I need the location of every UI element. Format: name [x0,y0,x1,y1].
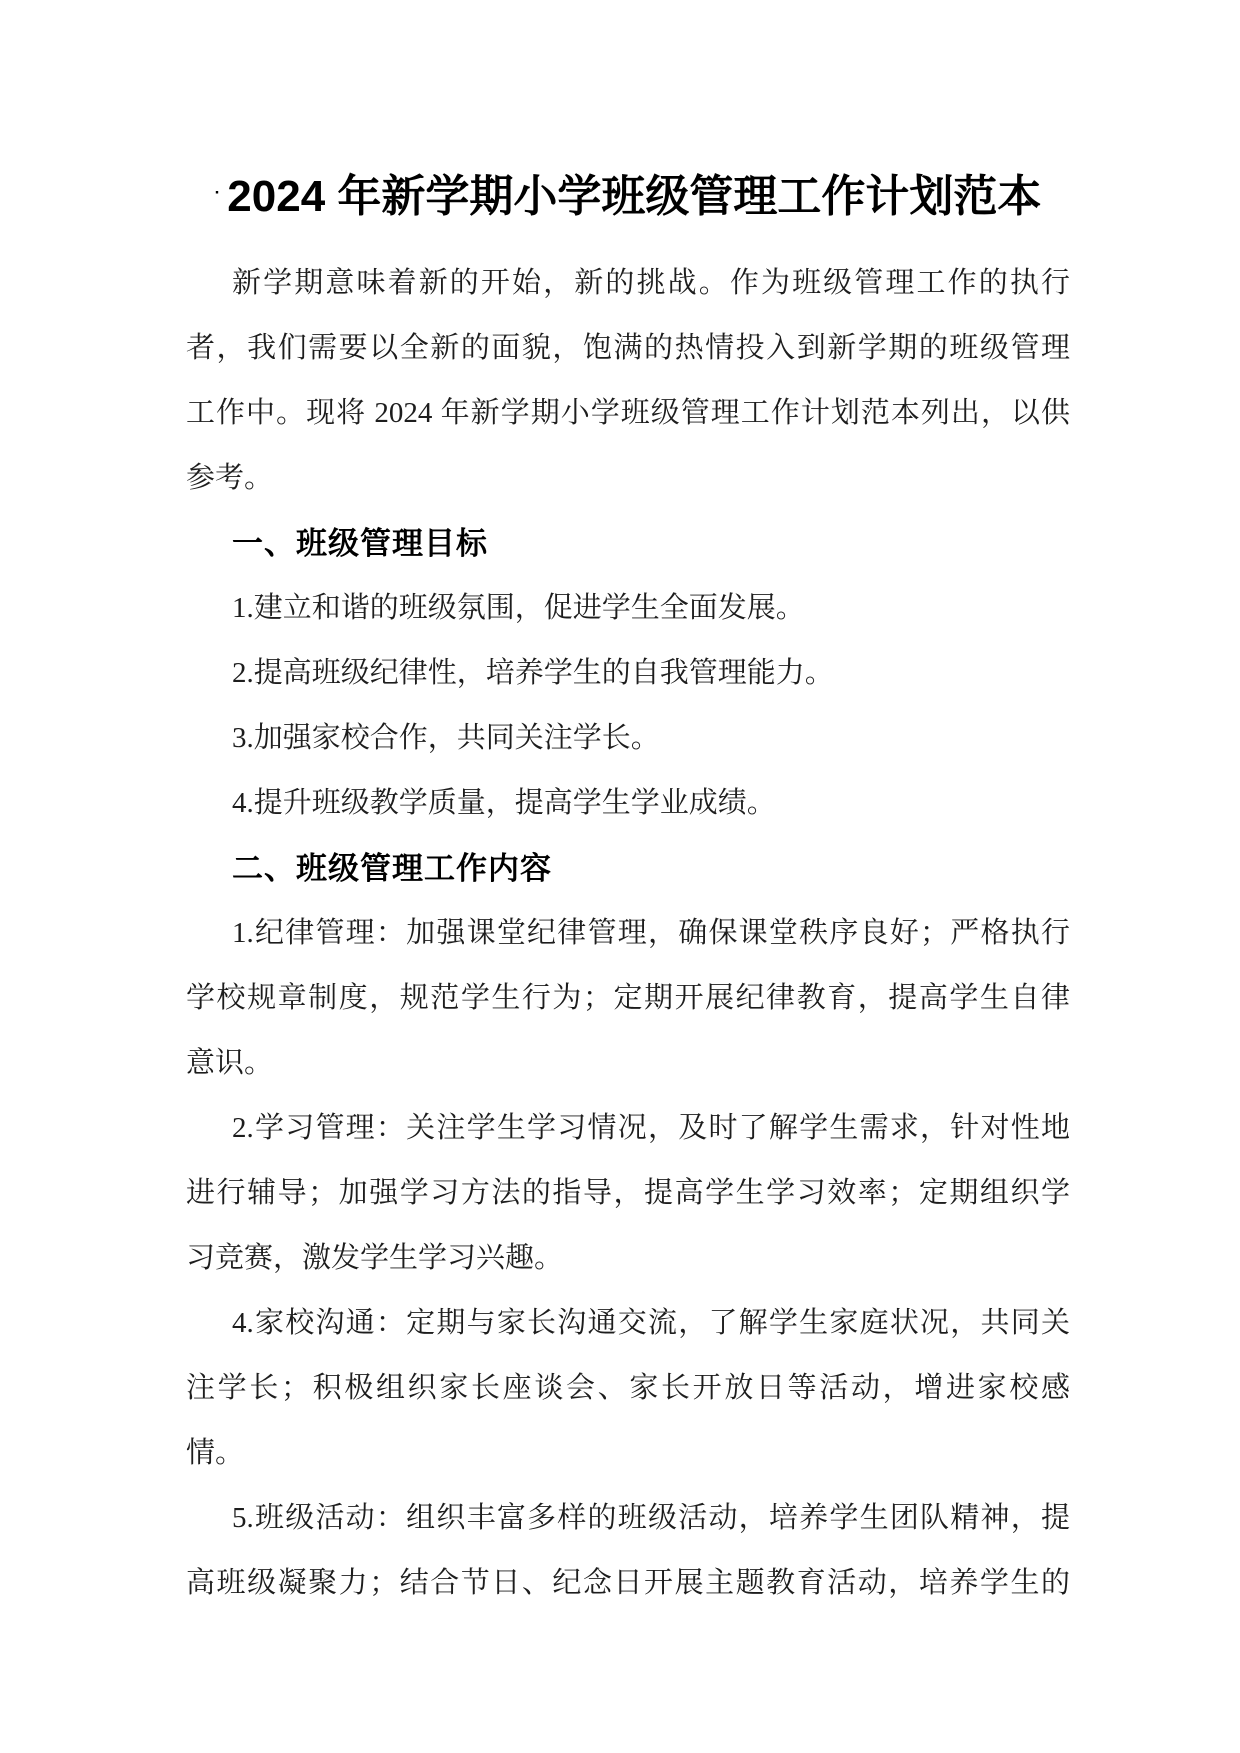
text-line: 1.纪律管理：加强课堂纪律管理，确保课堂秩序良好；严格执行 [232,917,1070,949]
text-line: 工作中。现将 2024 年新学期小学班级管理工作计划范本列出，以供 [186,397,1070,429]
content-item-home-school [186,1291,1070,1486]
content-item-activities [186,1486,1070,1616]
text-line: 2.提高班级纪律性，培养学生的自我管理能力。 [232,657,834,689]
text-line: 学校规章制度，规范学生行为；定期开展纪律教育，提高学生自律 [186,982,1070,1014]
text-line: 1.建立和谐的班级氛围，促进学生全面发展。 [232,592,805,624]
text-line: 5.班级活动：组织丰富多样的班级活动，培养学生团队精神，提 [232,1502,1070,1534]
title-dot: · [214,183,221,202]
text-line: 2.学习管理：关注学生学习情况，及时了解学生需求，针对性地 [232,1112,1070,1144]
goal-item-2 [186,641,1070,706]
text-line: 习竞赛，激发学生学习兴趣。 [186,1242,564,1274]
intro-paragraph [186,251,1070,511]
text-line: 进行辅导；加强学习方法的指导，提高学生学习效率；定期组织学 [186,1177,1070,1209]
section-heading-content: 二、班级管理工作内容 [232,851,552,886]
goal-item-3 [186,706,1070,771]
section-heading-goals: 一、班级管理目标 [232,526,488,561]
goal-item-1 [186,576,1070,641]
text-line: 意识。 [186,1047,274,1079]
text-line: 注学长；积极组织家长座谈会、家长开放日等活动，增进家校感 [186,1372,1070,1404]
text-line: 3.加强家校合作，共同关注学长。 [232,722,660,754]
content-item-discipline [186,901,1070,1096]
text-line: 情。 [186,1437,245,1469]
document-title [186,158,1070,232]
text-line: 者，我们需要以全新的面貌，饱满的热情投入到新学期的班级管理 [186,332,1070,364]
content-item-study [186,1096,1070,1291]
text-line: 高班级凝聚力；结合节日、纪念日开展主题教育活动，培养学生的 [186,1567,1070,1599]
text-line: 参考。 [186,462,274,494]
text-line: 新学期意味着新的开始，新的挑战。作为班级管理工作的执行 [232,267,1070,299]
goal-item-4 [186,771,1070,836]
text-line: 4.家校沟通：定期与家长沟通交流，了解学生家庭状况，共同关 [232,1307,1070,1339]
text-line: 4.提升班级教学质量，提高学生学业成绩。 [232,787,776,819]
document-title-text: 2024 年新学期小学班级管理工作计划范本 [227,172,1042,221]
